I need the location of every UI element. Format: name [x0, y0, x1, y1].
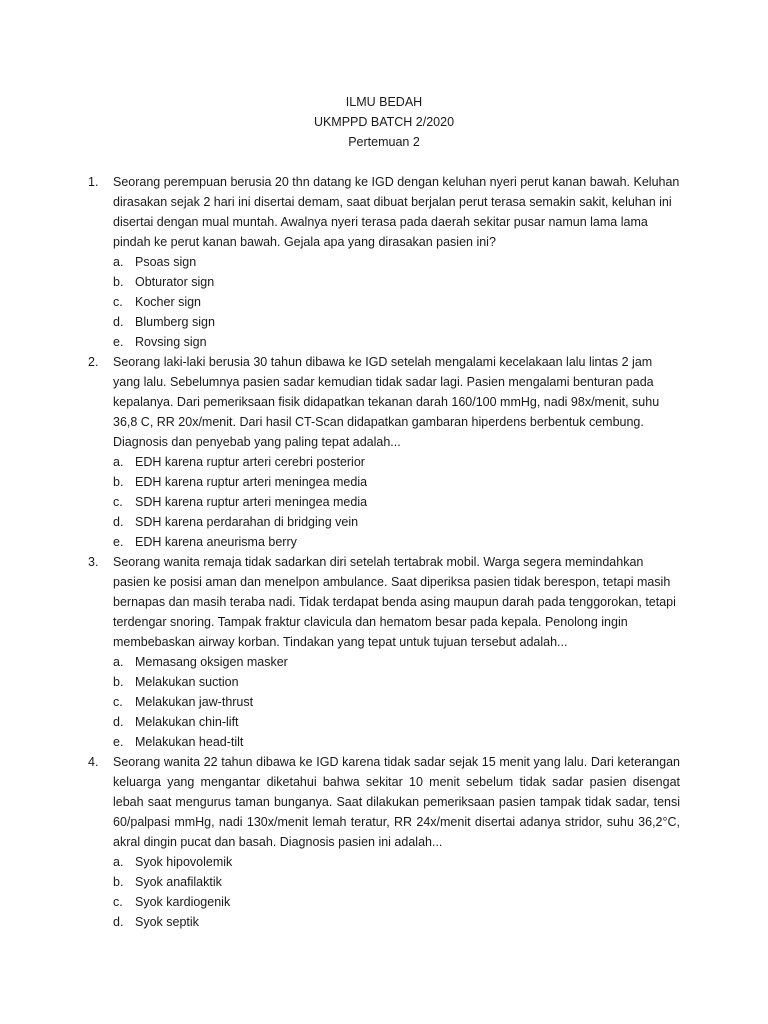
option-text: Syok anafilaktik — [135, 875, 222, 889]
option-text: Syok septik — [135, 915, 199, 929]
option-text: Memasang oksigen masker — [135, 655, 288, 669]
option-item — [113, 452, 680, 472]
option-list — [113, 652, 680, 752]
question-text: Seorang wanita remaja tidak sadarkan diri setelah tertabrak mobil. Warga segera memindahkan pasien ke posisi aman dan menelpon ambulance. Saat diperiksa pasien tidak berespon, tetapi masih bernapas dan masih teraba nadi. Tidak terdapat benda asing maupun darah pada tenggorokan, tetapi terdengar snoring. Tampak fraktur clavicula dan hematom besar pada kepala. Penolong ingin membebaskan airway korban. Tindakan yang tepat untuk tujuan tersebut adalah... — [113, 555, 676, 649]
option-text: Rovsing sign — [135, 335, 207, 349]
option-letter: c. — [113, 695, 123, 709]
question-3 — [88, 552, 680, 752]
option-item — [113, 492, 680, 512]
option-letter: b. — [113, 675, 124, 689]
question-number: 1. — [88, 175, 99, 189]
option-letter: b. — [113, 275, 124, 289]
option-letter: e. — [113, 735, 124, 749]
option-letter: a. — [113, 655, 124, 669]
option-letter: d. — [113, 515, 124, 529]
option-text: Syok hipovolemik — [135, 855, 233, 869]
option-item — [113, 272, 680, 292]
option-text: Syok kardiogenik — [135, 895, 231, 909]
option-item — [113, 652, 680, 672]
option-letter: e. — [113, 335, 124, 349]
option-item — [113, 512, 680, 532]
option-text: EDH karena ruptur arteri cerebri posterior — [135, 455, 365, 469]
option-text: Melakukan jaw-thrust — [135, 695, 254, 709]
option-item — [113, 532, 680, 552]
option-text: EDH karena aneurisma berry — [135, 535, 297, 549]
session-title: Pertemuan 2 — [348, 135, 420, 149]
option-item — [113, 292, 680, 312]
option-letter: d. — [113, 315, 124, 329]
option-letter: b. — [113, 875, 124, 889]
option-text: Melakukan suction — [135, 675, 239, 689]
subject-title: ILMU BEDAH — [345, 95, 423, 109]
question-number: 3. — [88, 555, 99, 569]
option-item — [113, 332, 680, 352]
option-item — [113, 712, 680, 732]
option-letter: c. — [113, 295, 123, 309]
option-text: Obturator sign — [135, 275, 215, 289]
option-text: Melakukan head-tilt — [135, 735, 244, 749]
option-item — [113, 252, 680, 272]
question-4 — [88, 752, 680, 932]
option-letter: e. — [113, 535, 124, 549]
option-text: Melakukan chin-lift — [135, 715, 239, 729]
option-item — [113, 912, 680, 932]
question-number: 2. — [88, 355, 99, 369]
question-number: 4. — [88, 755, 99, 769]
option-item — [113, 472, 680, 492]
option-text: SDH karena perdarahan di bridging vein — [135, 515, 359, 529]
option-item — [113, 692, 680, 712]
option-list — [113, 452, 680, 552]
document-header — [88, 92, 680, 152]
option-list — [113, 852, 680, 932]
option-letter: c. — [113, 895, 123, 909]
option-item — [113, 892, 680, 912]
option-letter: b. — [113, 475, 124, 489]
option-text: SDH karena ruptur arteri meningea media — [135, 495, 368, 509]
option-letter: d. — [113, 915, 124, 929]
option-text: EDH karena ruptur arteri meningea media — [135, 475, 368, 489]
option-text: Kocher sign — [135, 295, 202, 309]
option-text: Psoas sign — [135, 255, 197, 269]
question-text: Seorang laki-laki berusia 30 tahun dibawa ke IGD setelah mengalami kecelakaan lalu lintas 2 jam yang lalu. Sebelumnya pasien sadar kemudian tidak sadar lagi. Pasien mengalami benturan pada kepalanya. Dari pemeriksaan fisik didapatkan tekanan darah 160/100 mmHg, nadi 98x/menit, suhu 36,8 C, RR 20x/menit. Dari hasil CT-Scan didapatkan gambaran hiperdens berbentuk cembung. Diagnosis dan penyebab yang paling tepat adalah... — [113, 355, 660, 449]
question-list — [88, 172, 680, 932]
option-letter: c. — [113, 495, 123, 509]
option-item — [113, 312, 680, 332]
option-letter: d. — [113, 715, 124, 729]
option-item — [113, 852, 680, 872]
option-item — [113, 732, 680, 752]
question-2 — [88, 352, 680, 552]
option-text: Blumberg sign — [135, 315, 215, 329]
question-1 — [88, 172, 680, 352]
option-item — [113, 872, 680, 892]
question-text: Seorang wanita 22 tahun dibawa ke IGD karena tidak sadar sejak 15 menit yang lalu. Dari keterangan keluarga yang mengantar diketahui bahwa sekitar 10 menit sebelum tidak sadar pasien disengat lebah saat mengurus taman bunganya. Saat dilakukan pemeriksaan pasien tampak tidak sadar, tensi 60/palpasi mmHg, nadi 130x/menit lemah teratur, RR 24x/menit disertai adanya stridor, suhu 36,2°C, akral dingin pucat dan basah. Diagnosis pasien ini adalah... — [113, 755, 680, 849]
option-letter: a. — [113, 455, 124, 469]
question-text: Seorang perempuan berusia 20 thn datang ke IGD dengan keluhan nyeri perut kanan bawah. Keluhan dirasakan sejak 2 hari ini disertai demam, saat dibuat berjalan perut terasa semakin sakit, keluhan ini disertai dengan mual muntah. Awalnya nyeri terasa pada daerah sekitar pusar namun lama lama pindah ke perut kanan bawah. Gejala apa yang dirasakan pasien ini? — [113, 175, 680, 249]
option-letter: a. — [113, 255, 124, 269]
option-item — [113, 672, 680, 692]
option-list — [113, 252, 680, 352]
option-letter: a. — [113, 855, 124, 869]
batch-title: UKMPPD BATCH 2/2020 — [313, 115, 455, 129]
